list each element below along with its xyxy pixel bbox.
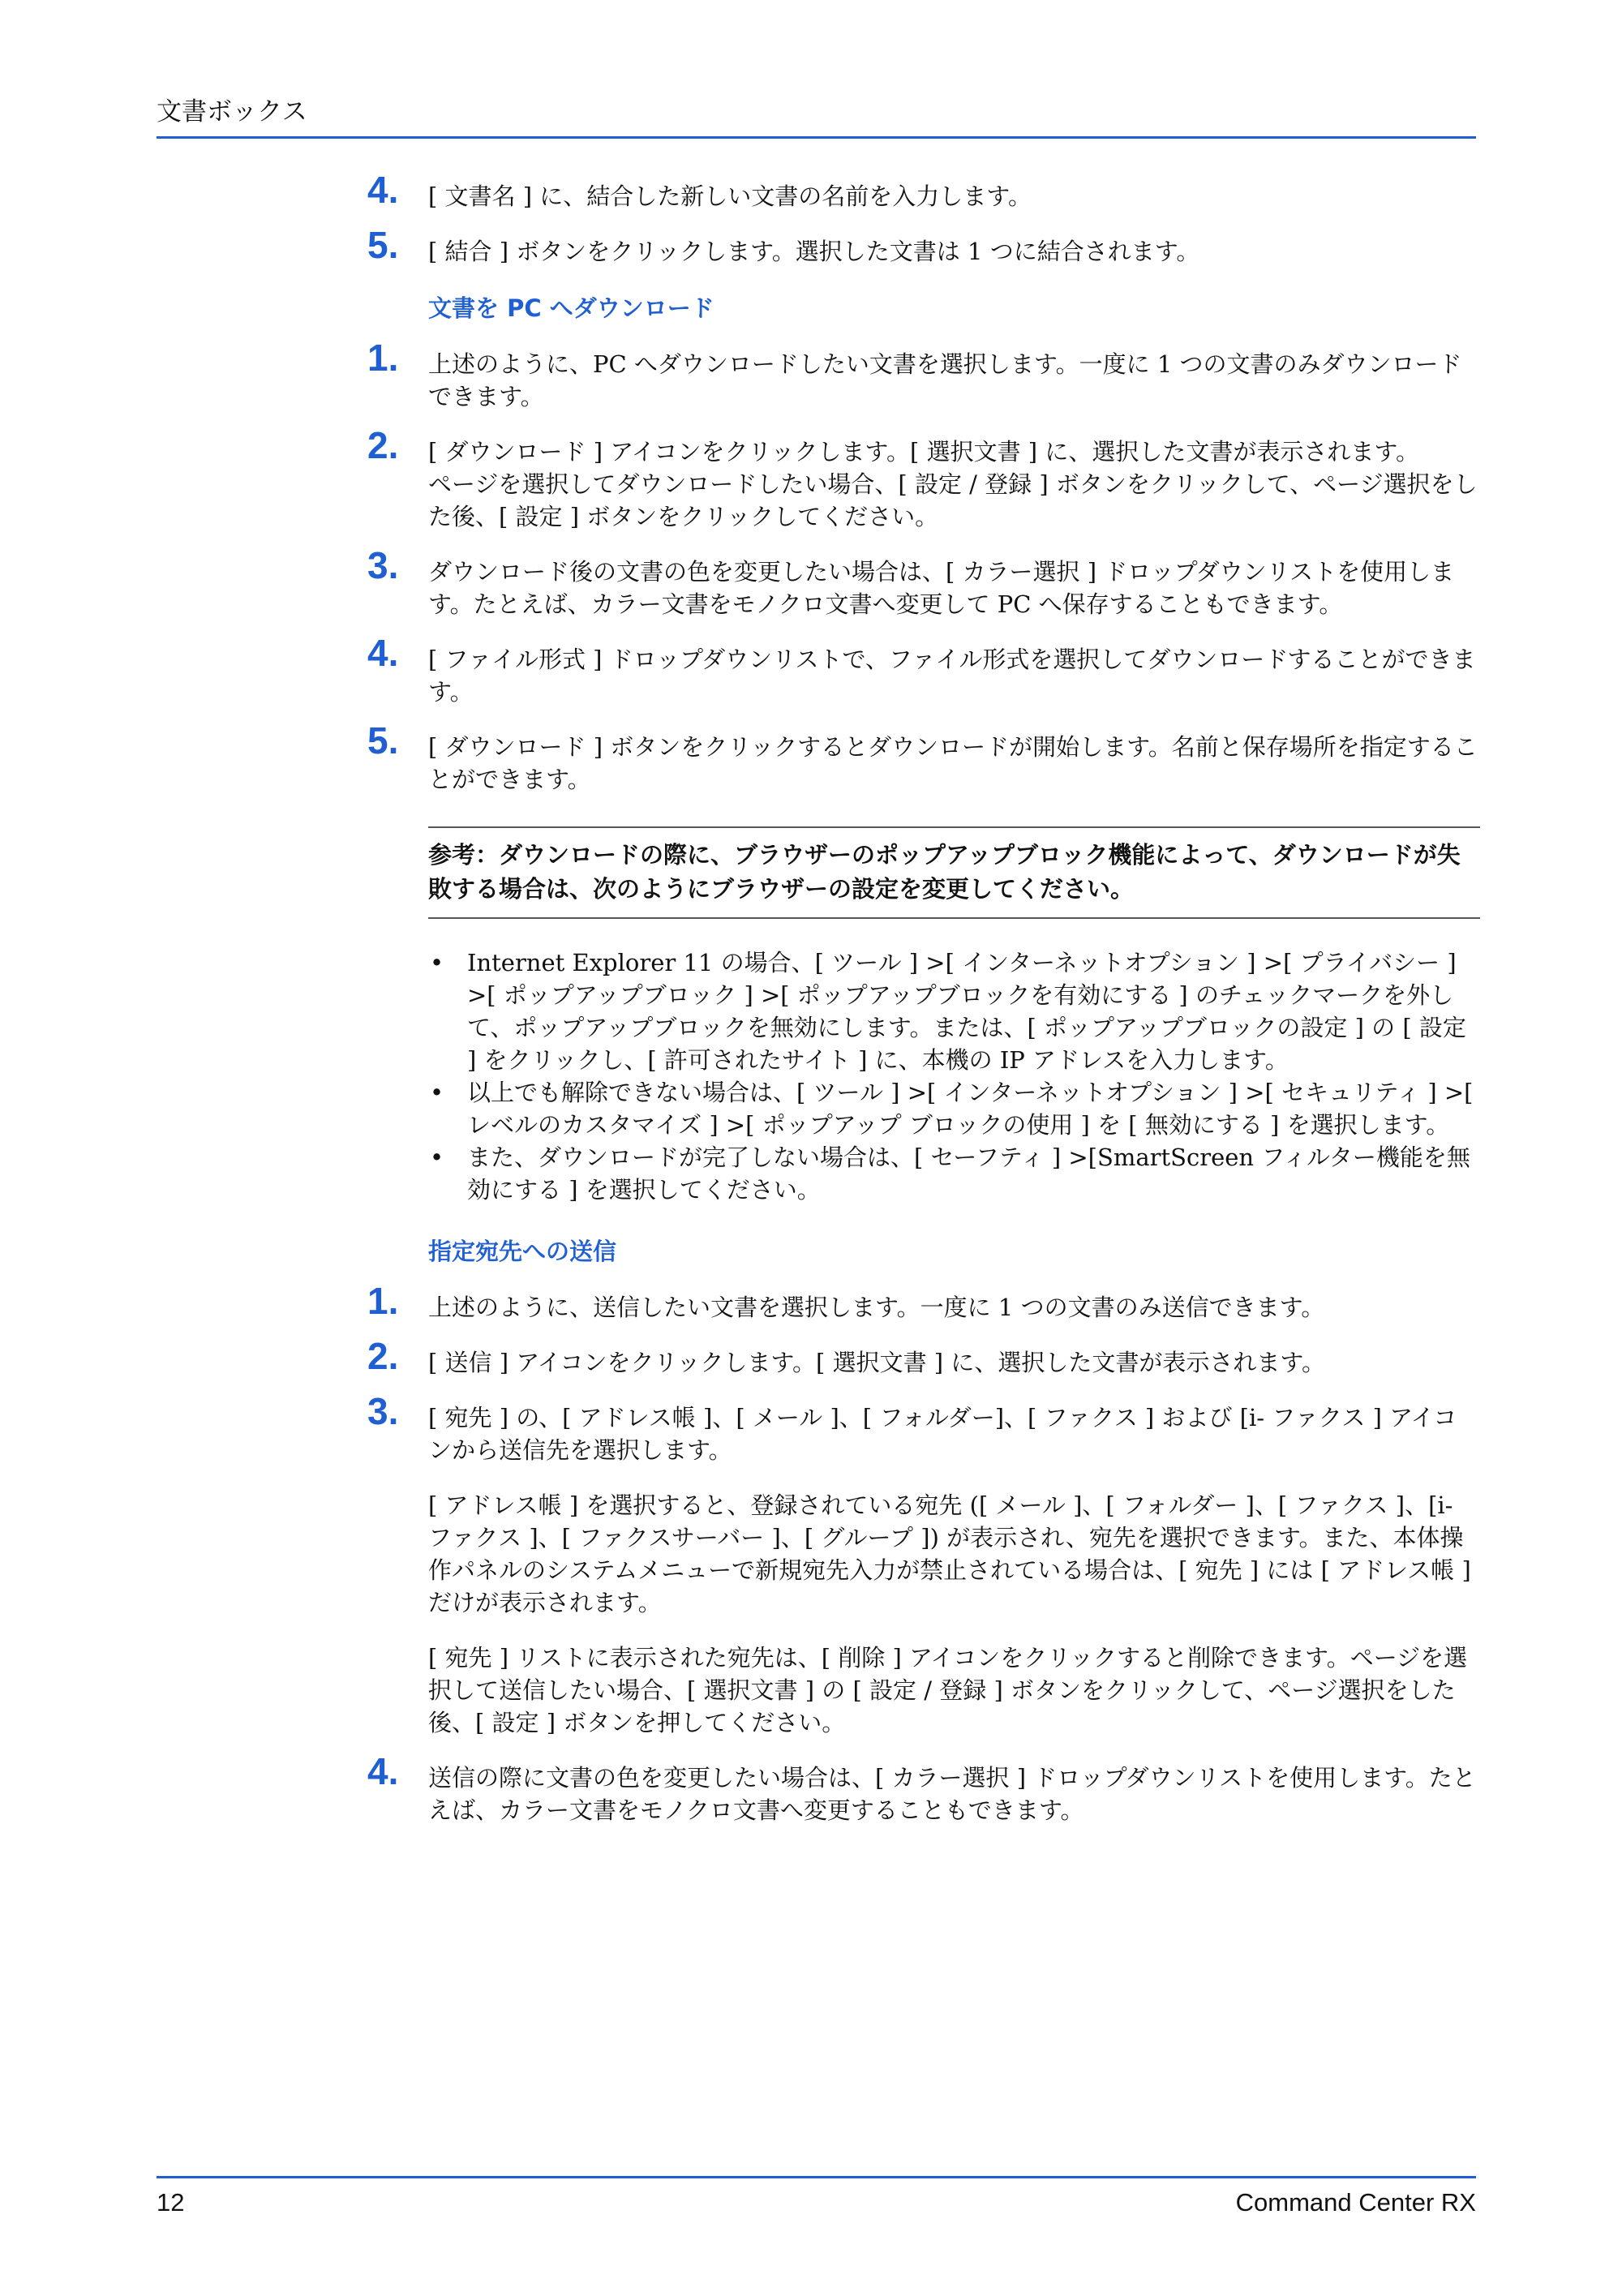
page-content [367,169,1480,1849]
step-number: 4. [367,169,399,211]
step-number: 5. [367,224,399,266]
step [367,632,1480,708]
page-number: 12 [157,2188,185,2217]
step-text-extra: ページを選択してダウンロードしたい場合、[ 設定 / 登録 ] ボタンをクリックして、ページ選択をした後、[ 設定 ] ボタンをクリックしてください。 [428,470,1478,530]
bullet-mark: • [430,1144,444,1171]
step-text: [ ファイル形式 ] ドロップダウンリストで、ファイル形式を選択してダウンロードすることができます。 [428,646,1476,706]
step-text: 送信の際に文書の色を変更したい場合は、[ カラー選択 ] ドロップダウンリストを使用します。たとえば、カラー文書をモノクロ文書へ変更することもできます。 [428,1764,1476,1824]
step-text: 上述のように、送信したい文書を選択します。一度に 1 つの文書のみ送信できます。 [428,1294,1325,1321]
list-item [428,946,1480,1076]
step-text: [ ダウンロード ] ボタンをクリックするとダウンロードが開始します。名前と保存場所を指定することができます。 [428,733,1478,793]
step-number: 2. [367,424,399,466]
step [367,544,1480,620]
step-number: 3. [367,1390,399,1432]
step-text: 上述のように、PC へダウンロードしたい文書を選択します。一度に 1 つの文書のみダウンロードできます。 [428,350,1462,410]
step-number: 4. [367,632,399,674]
bullet-mark: • [430,949,444,976]
list-item [428,1076,1480,1141]
step-text: ダウンロード後の文書の色を変更したい場合は、[ カラー選択 ] ドロップダウンリストを使用します。たとえば、カラー文書をモノクロ文書へ変更して PC へ保存することもできます。 [428,558,1455,618]
step-number: 5. [367,719,399,762]
list-item-text: また、ダウンロードが完了しない場合は、[ セーフティ ] >[SmartScreen フィルター機能を無効にする ] を選択してください。 [467,1144,1470,1204]
section-title-send: 指定宛先への送信 [428,1238,617,1265]
step-text: [ ダウンロード ] アイコンをクリックします。[ 選択文書 ] に、選択した文書が表示されます。 [428,438,1419,466]
step [367,169,1480,212]
bullet-mark: • [430,1079,444,1106]
step [367,337,1480,413]
step [367,224,1480,268]
bullet-list [428,946,1480,1206]
header-rule [157,136,1476,139]
step-text-extra: [ アドレス帳 ] を選択すると、登録されている宛先 ([ メール ]、[ フォルダー ]、[ ファクス ]、[i- ファクス ]、[ ファクスサーバー ]、[ グループ ]) が表示され、宛先を選択できます。また、本体操作パネルのシステムメニューで新規宛先入力が禁止されている場合は、[ 宛先 ] には [ アドレス帳 ] だけが表示されます。 [428,1491,1471,1616]
step-number: 1. [367,337,399,379]
step-number: 1. [367,1280,399,1322]
step-number: 4. [367,1750,399,1792]
section-title-download: 文書を PC へダウンロード [428,294,714,322]
note-box: 参考：ダウンロードの際に、ブラウザーのポップアップブロック機能によって、ダウンロードが失敗する場合は、次のようにブラウザーの設定を変更してください。 [428,826,1480,919]
step-text: [ 結合 ] ボタンをクリックします。選択した文書は 1 つに結合されます。 [428,238,1200,265]
footer-rule [157,2176,1476,2178]
step-number: 3. [367,544,399,586]
step-text: [ 文書名 ] に、結合した新しい文書の名前を入力します。 [428,182,1032,210]
header-title: 文書ボックス [157,97,307,127]
step-text: [ 宛先 ] の、[ アドレス帳 ]、[ メール ]、[ フォルダー]、[ ファクス ] および [i- ファクス ] アイコンから送信先を選択します。 [428,1404,1457,1464]
step-number: 2. [367,1335,399,1377]
list-item-text: 以上でも解除できない場合は、[ ツール ] >[ インターネットオプション ] >[ セキュリティ ] >[ レベルのカスタマイズ ] >[ ポップアップ ブロックの使用 ] を [ 無効にする ] を選択します。 [467,1079,1474,1139]
step [367,424,1480,533]
step [367,1335,1480,1379]
step [367,1390,1480,1739]
list-item-text: Internet Explorer 11 の場合、[ ツール ] >[ インターネットオプション ] >[ プライバシー ] >[ ポップアップブロック ] >[ ポップアップブロックを有効にする ] のチェックマークを外して、ポップアップブロックを無効にします。または、[ ポップアップブロックの設定 ] の [ 設定 ] をクリックし、[ 許可されたサイト ] に、本機の IP アドレスを入力します。 [467,949,1466,1074]
product-name: Command Center RX [1235,2188,1476,2217]
list-item [428,1141,1480,1206]
step [367,719,1480,796]
step-text-extra: [ 宛先 ] リストに表示された宛先は、[ 削除 ] アイコンをクリックすると削除できます。ページを選択して送信したい場合、[ 選択文書 ] の [ 設定 / 登録 ] ボタンをクリックして、ページ選択をした後、[ 設定 ] ボタンを押してください。 [428,1644,1468,1736]
step [367,1280,1480,1324]
step [367,1750,1480,1826]
step-text: [ 送信 ] アイコンをクリックします。[ 選択文書 ] に、選択した文書が表示されます。 [428,1349,1325,1376]
